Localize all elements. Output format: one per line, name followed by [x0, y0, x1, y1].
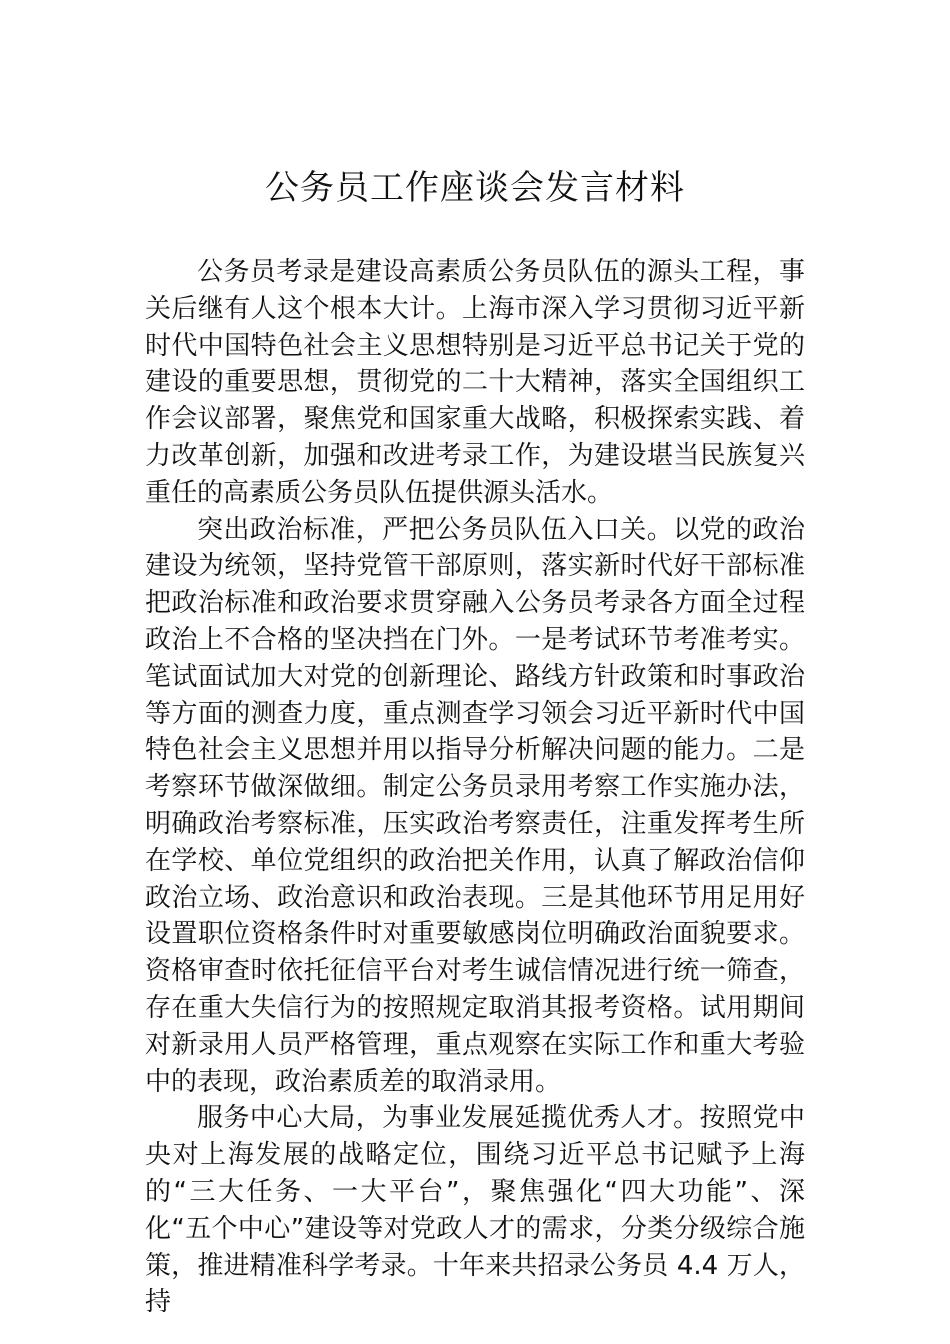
paragraph-intro: 公务员考录是建设高素质公务员队伍的源头工程，事关后继有人这个根本大计。上海市深入学习贯彻习近平新时代中国特色社会主义思想特别是习近平总书记关于党的建设的重要思想，贯彻党的二十大精神，落实全国组织工作会议部署，聚焦党和国家重大战略，积极探索实践、着力改革创新，加强和改进考录工作，为建设堪当民族复兴重任的高素质公务员队伍提供源头活水。: [145, 257, 805, 508]
paragraph-political-standards: 突出政治标准，严把公务员队伍入口关。以党的政治建设为统领，坚持党管干部原则，落实新时代好干部标准把政治标准和政治要求贯穿融入公务员考录各方面全过程政治上不合格的坚决挡在门外。一是考试环节考准考实。笔试面试加大对党的创新理论、路线方针政策和时事政治等方面的测查力度，重点测查学习领会习近平新时代中国特色社会主义思想并用以指导分析解决问题的能力。二是考察环节做深做细。制定公务员录用考察工作实施办法，明确政治考察标准，压实政治考察责任，注重发挥考生所在学校、单位党组织的政治把关作用，认真了解政治信仰政治立场、政治意识和政治表现。三是其他环节用足用好设置职位资格条件时对重要敏感岗位明确政治面貌要求。资格审查时依托征信平台对考生诚信情况进行统一筛查，存在重大失信行为的按照规定取消其报考资格。试用期间对新录用人员严格管理，重点观察在实际工作和重大考验中的表现，政治素质差的取消录用。: [145, 514, 805, 1097]
paragraph-serve-center: 服务中心大局，为事业发展延揽优秀人才。按照党中央对上海发展的战略定位，围绕习近平总书记赋予上海的“三大任务、一大平台”，聚焦强化“四大功能”、深化“五个中心”建设等对党政人才的需求，分类分级综合施策，推进精准科学考录。十年来共招录公务员 4.4 万人，持: [145, 1103, 805, 1318]
document-body: [145, 254, 805, 1321]
document-title: 公务员工作座谈会发言材料: [265, 168, 685, 208]
